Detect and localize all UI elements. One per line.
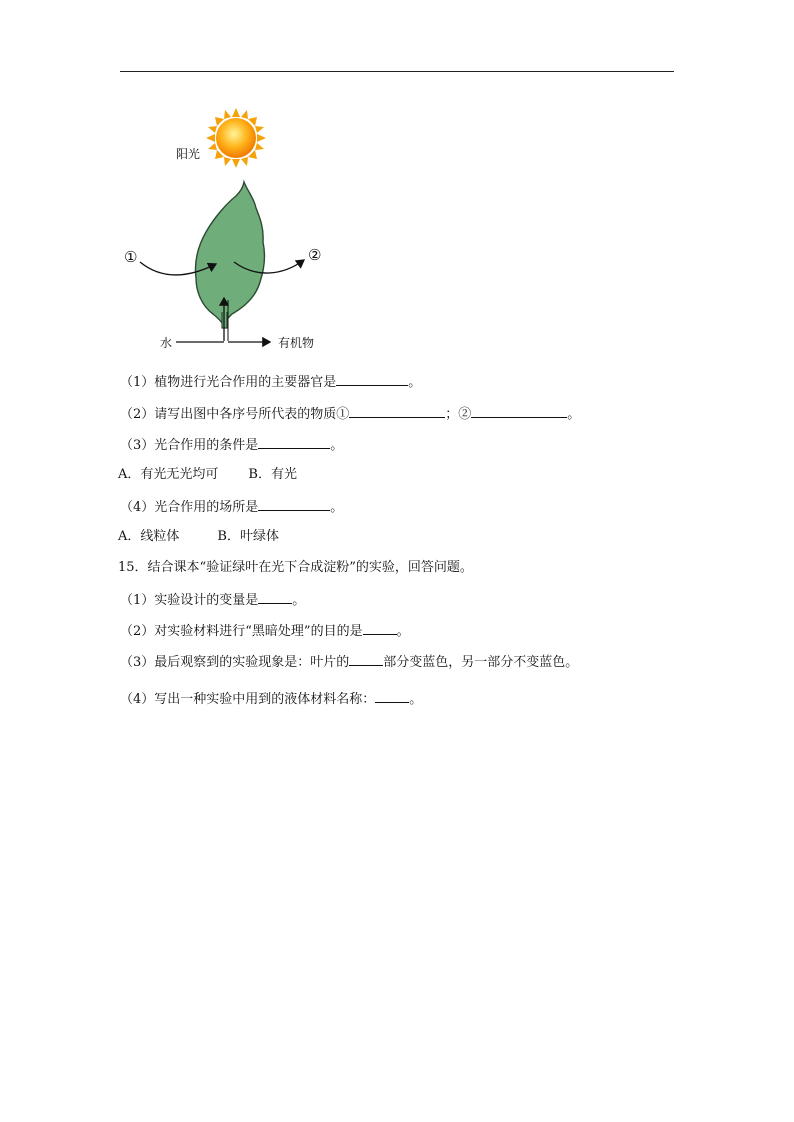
answer-blank[interactable] — [363, 621, 397, 635]
organic-label: 有机物 — [278, 336, 315, 350]
question-3: （3）光合作用的条件是 。 — [120, 435, 343, 455]
option-a[interactable]: A．有光无光均可 — [118, 467, 219, 482]
answer-blank[interactable] — [349, 404, 445, 418]
question-2: （2）请写出图中各序号所代表的物质① ；② 。 — [120, 404, 580, 424]
options-3 — [118, 466, 297, 484]
answer-blank[interactable] — [349, 652, 383, 666]
label-circle-1: ① — [124, 248, 138, 266]
question-4: （4）光合作用的场所是 。 — [120, 497, 343, 517]
question-1: （1）植物进行光合作用的主要器官是 。 — [120, 372, 421, 392]
answer-blank[interactable] — [375, 689, 409, 703]
header-rule — [120, 71, 674, 72]
leaf-diagram — [118, 100, 338, 358]
answer-blank[interactable] — [336, 372, 408, 386]
answer-blank[interactable] — [258, 435, 330, 449]
option-b[interactable]: B．有光 — [248, 467, 297, 482]
leaf-shape — [195, 182, 264, 326]
answer-blank[interactable] — [258, 497, 330, 511]
question-15-1: （1）实验设计的变量是 。 — [120, 590, 305, 610]
option-a[interactable]: A．线粒体 — [118, 529, 180, 544]
photosynthesis-figure — [118, 100, 338, 358]
option-b[interactable]: B．叶绿体 — [217, 529, 279, 544]
question-15-4: （4）写出一种实验中用到的液体材料名称： 。 — [120, 689, 422, 709]
question-15-2: （2）对实验材料进行“黑暗处理”的目的是 。 — [120, 621, 410, 641]
answer-blank[interactable] — [471, 404, 567, 418]
answer-blank[interactable] — [258, 590, 292, 604]
label-circle-2: ② — [308, 246, 322, 264]
question-15: 15．结合课本“验证绿叶在光下合成淀粉”的实验，回答问题。 — [118, 560, 473, 575]
sun-icon — [206, 108, 266, 168]
question-15-3: （3）最后观察到的实验现象是：叶片的 部分变蓝色，另一部分不变蓝色。 — [120, 652, 578, 672]
options-4 — [118, 528, 279, 546]
water-label: 水 — [160, 336, 173, 350]
sunlight-label: 阳光 — [176, 147, 201, 161]
